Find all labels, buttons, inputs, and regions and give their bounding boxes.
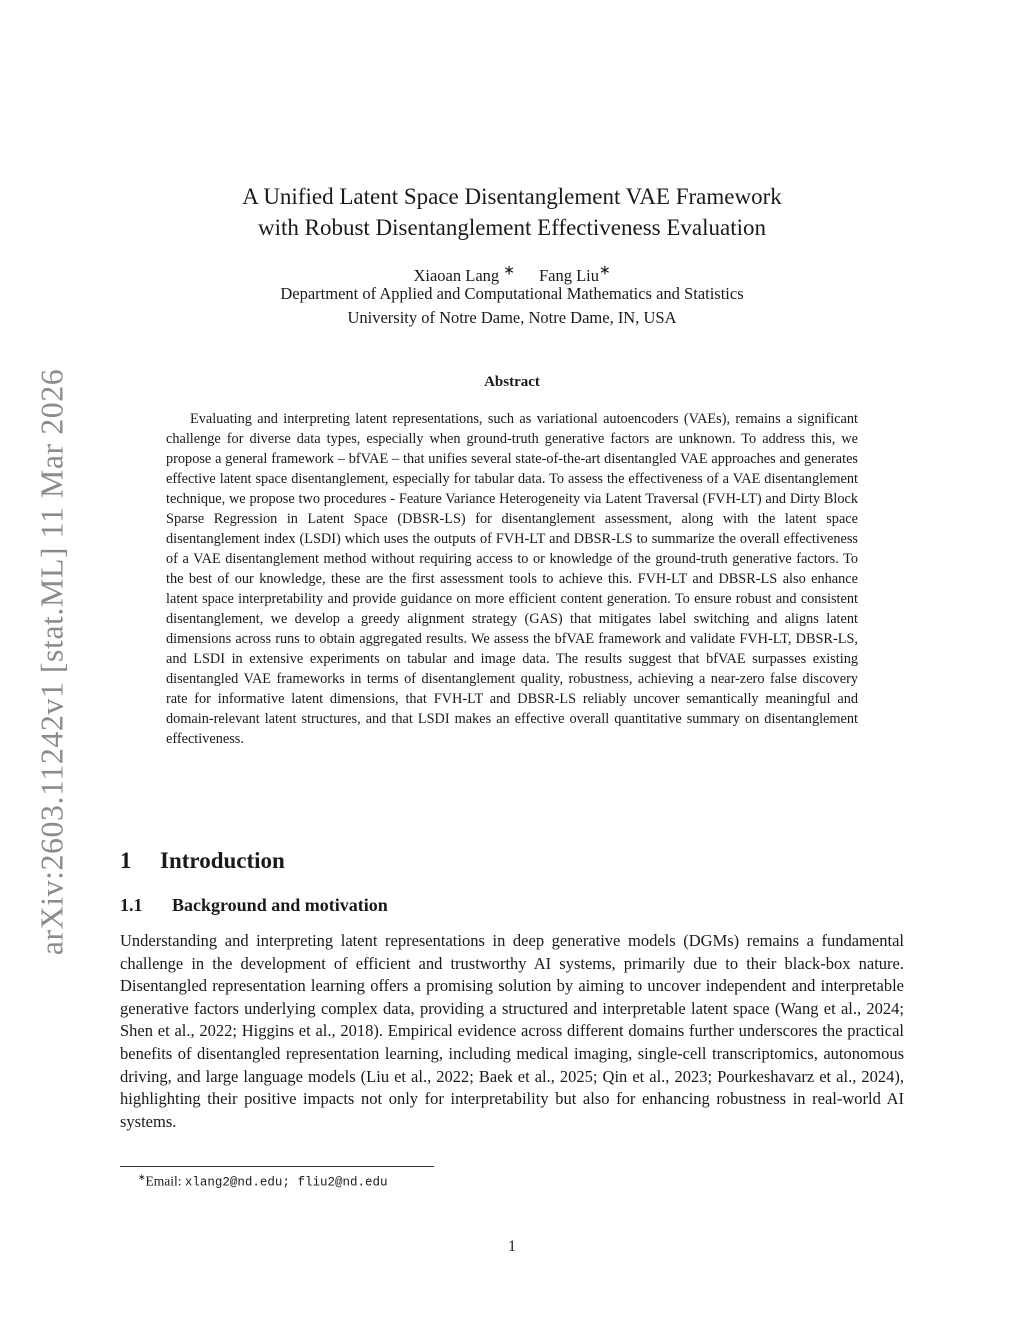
section-number: 1	[120, 848, 132, 873]
author-2-footnote-mark: ∗	[598, 262, 611, 277]
affiliation-department: Department of Applied and Computational Mathematics and Statistics	[280, 284, 744, 303]
footnote-divider	[120, 1166, 434, 1167]
author-1-footnote-mark: ∗	[503, 262, 515, 277]
title-line-1: A Unified Latent Space Disentanglement VAE Framework	[242, 184, 782, 209]
footnote-label: Email:	[145, 1173, 182, 1189]
affiliation-institution: University of Notre Dame, Notre Dame, IN, USA	[347, 308, 677, 327]
introduction-paragraph: Understanding and interpreting latent representations in deep generative models (DGMs) remains a fundamental challenge in the development of efficient and trustworthy AI systems, primarily due to their black-box nature. Disentangled representation learning offers a promising solution by aiming to uncover independent and interpretable generative factors underlying complex data, providing a structured and interpretable latent space (Wang et al., 2024; Shen et al., 2022; Higgins et al., 2018). Empirical evidence across different domains further underscores the practical benefits of disentangled representation learning, including medical imaging, single-cell transcriptomics, autonomous driving, and large language models (Liu et al., 2022; Baek et al., 2025; Qin et al., 2023; Pourkeshavarz et al., 2024), highlighting their positive impacts not only for interpretability but also for enhancing robustness in real-world AI systems.	[120, 931, 904, 1131]
section-title: Introduction	[160, 848, 285, 873]
footnote-email	[138, 1172, 387, 1190]
abstract-text: Evaluating and interpreting latent representations, such as variational autoencoders (VAEs), remains a significant challenge for diverse data types, especially when ground-truth generative factors are unknown. To address this, we propose a general framework – bfVAE – that unifies several state-of-the-art disentangled VAE approaches and generates effective latent space disentanglement, especially for tabular data. To assess the effectiveness of a VAE disentanglement technique, we propose two procedures - Feature Variance Heterogeneity via Latent Traversal (FVH-LT) and Dirty Block Sparse Regression in Latent Space (DBSR-LS) for disentanglement assessment, along with the latent space disentanglement index (LSDI) which uses the outputs of FVH-LT and DBSR-LS to summarize the overall effectiveness of a VAE disentanglement method without requiring access to or knowledge of the ground-truth generative factors. To the best of our knowledge, these are the first assessment tools to achieve this. FVH-LT and DBSR-LS also enhance latent space interpretability and provide guidance on more efficient content generation. To ensure robust and consistent disentanglement, we develop a greedy alignment strategy (GAS) that mitigates label switching and aligns latent dimensions across runs to obtain aggregated results. We assess the bfVAE framework and validate FVH-LT, DBSR-LS, and LSDI in extensive experiments on tabular and image data. The results suggest that bfVAE surpasses existing disentangled VAE frameworks in terms of disentanglement quality, robustness, achieving a near-zero false discovery rate for informative latent dimensions, that FVH-LT and DBSR-LS reliably uncover semantically meaningful and domain-relevant latent structures, and that LSDI makes an effective overall quantitative summary on disentanglement effectiveness.	[166, 411, 858, 747]
title-line-2: with Robust Disentanglement Effectiveness Evaluation	[257, 215, 767, 240]
subsection-number: 1.1	[120, 895, 143, 915]
section-heading-introduction	[120, 848, 285, 874]
footnote-email-addresses: xlang2@nd.edu; fliu2@nd.edu	[184, 1175, 388, 1190]
page-number: 1	[508, 1238, 516, 1255]
subsection-title: Background and motivation	[172, 895, 388, 915]
paper-title	[120, 181, 904, 243]
arxiv-identifier-stamp: arXiv:2603.11242v1 [stat.ML] 11 Mar 2026	[33, 368, 70, 956]
subsection-heading-background	[120, 895, 388, 916]
footnote-mark: ∗	[138, 1172, 146, 1182]
abstract-heading: Abstract	[484, 374, 540, 390]
author-1-name: Xiaoan Lang	[413, 265, 500, 285]
author-2-name: Fang Liu	[538, 265, 599, 285]
